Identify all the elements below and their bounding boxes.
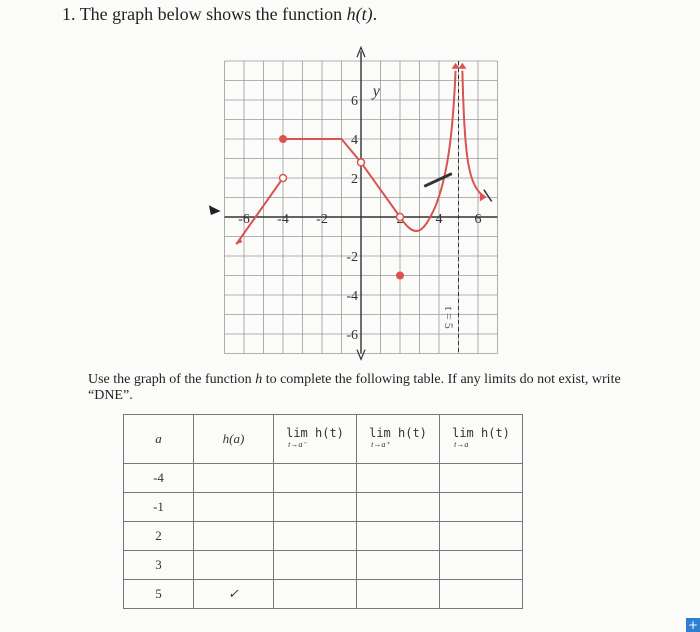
row-a-value: 5: [124, 580, 194, 609]
row-a-value: 3: [124, 551, 194, 580]
limits-table: [123, 414, 523, 609]
expand-plus-icon[interactable]: +: [687, 618, 699, 632]
left-limit-label: lim h(t): [286, 426, 344, 440]
x-tick-label: 4: [435, 212, 443, 227]
row-limit-cell[interactable]: [440, 464, 523, 493]
x-tick-label: -6: [238, 212, 250, 227]
row-limit-cell[interactable]: [440, 522, 523, 551]
open-point: [397, 214, 404, 221]
asymptote-label: t = 5: [441, 306, 456, 329]
row-h-cell[interactable]: ✓: [194, 580, 274, 609]
closed-point: [396, 272, 404, 280]
row-h-cell[interactable]: [194, 551, 274, 580]
row-a-value: 2: [124, 522, 194, 551]
header-a: a: [124, 415, 194, 464]
table-row: [124, 580, 523, 609]
y-axis-label: y: [372, 83, 380, 101]
row-limit-cell[interactable]: [440, 580, 523, 609]
row-limit-cell[interactable]: [440, 493, 523, 522]
header-right-limit: [357, 415, 440, 464]
x-tick-label: -4: [277, 212, 289, 227]
right-limit-sub: t→a⁺: [371, 440, 390, 449]
row-right-limit-cell[interactable]: [357, 580, 440, 609]
scribble-mark: [484, 190, 492, 202]
y-tick-label: -6: [346, 328, 358, 343]
row-right-limit-cell[interactable]: [357, 493, 440, 522]
instructions-before: Use the graph of the function: [88, 372, 252, 387]
y-tick-label: -4: [346, 289, 358, 304]
row-h-cell[interactable]: [194, 493, 274, 522]
row-right-limit-cell[interactable]: [357, 551, 440, 580]
limit-label: lim h(t): [452, 426, 510, 440]
right-limit-label: lim h(t): [369, 426, 427, 440]
row-h-cell[interactable]: [194, 464, 274, 493]
row-left-limit-cell[interactable]: [274, 522, 357, 551]
y-tick-label: -2: [346, 250, 358, 265]
question-text: The graph below shows the function: [79, 4, 343, 24]
row-left-limit-cell[interactable]: [274, 464, 357, 493]
x-tick-label: 6: [474, 212, 482, 227]
curve-segment-valley: [400, 71, 456, 231]
open-point: [280, 175, 287, 182]
row-a-value: -1: [124, 493, 194, 522]
y-tick-label: 2: [351, 172, 358, 187]
header-limit: [440, 415, 523, 464]
question-function: h(t): [346, 4, 373, 24]
table-row: [124, 522, 523, 551]
header-h-of-a: h(a): [194, 415, 274, 464]
question-number: 1.: [62, 4, 76, 24]
question-end: .: [372, 4, 378, 24]
table-row: [124, 464, 523, 493]
y-tick-label: 4: [351, 133, 358, 148]
row-left-limit-cell[interactable]: [274, 551, 357, 580]
curve-arrow-up-right: [458, 63, 466, 69]
closed-point: [279, 135, 287, 143]
row-left-limit-cell[interactable]: [274, 580, 357, 609]
row-left-limit-cell[interactable]: [274, 493, 357, 522]
curve-segment-right: [462, 71, 485, 198]
table-row: [124, 551, 523, 580]
row-h-cell[interactable]: [194, 522, 274, 551]
instructions-after: to complete the following table. If any limits do not exist, write “DNE”.: [88, 372, 621, 403]
row-a-value: -4: [124, 464, 194, 493]
x-tick-label: -2: [316, 212, 328, 227]
graph-curve: [236, 63, 491, 280]
row-right-limit-cell[interactable]: [357, 464, 440, 493]
instructions-function: h: [255, 372, 263, 387]
limit-sub: t→a: [454, 440, 469, 449]
open-point: [358, 159, 365, 166]
y-tick-label: 6: [351, 94, 358, 109]
instructions-text: [88, 372, 628, 404]
graph-tick-labels: [238, 83, 481, 343]
row-right-limit-cell[interactable]: [357, 522, 440, 551]
row-limit-cell[interactable]: [440, 551, 523, 580]
left-limit-sub: t→a⁻: [288, 440, 307, 449]
scribble-mark: [425, 174, 450, 186]
header-left-limit: [274, 415, 357, 464]
table-row: [124, 493, 523, 522]
pointer-arrow-icon: [209, 205, 221, 215]
